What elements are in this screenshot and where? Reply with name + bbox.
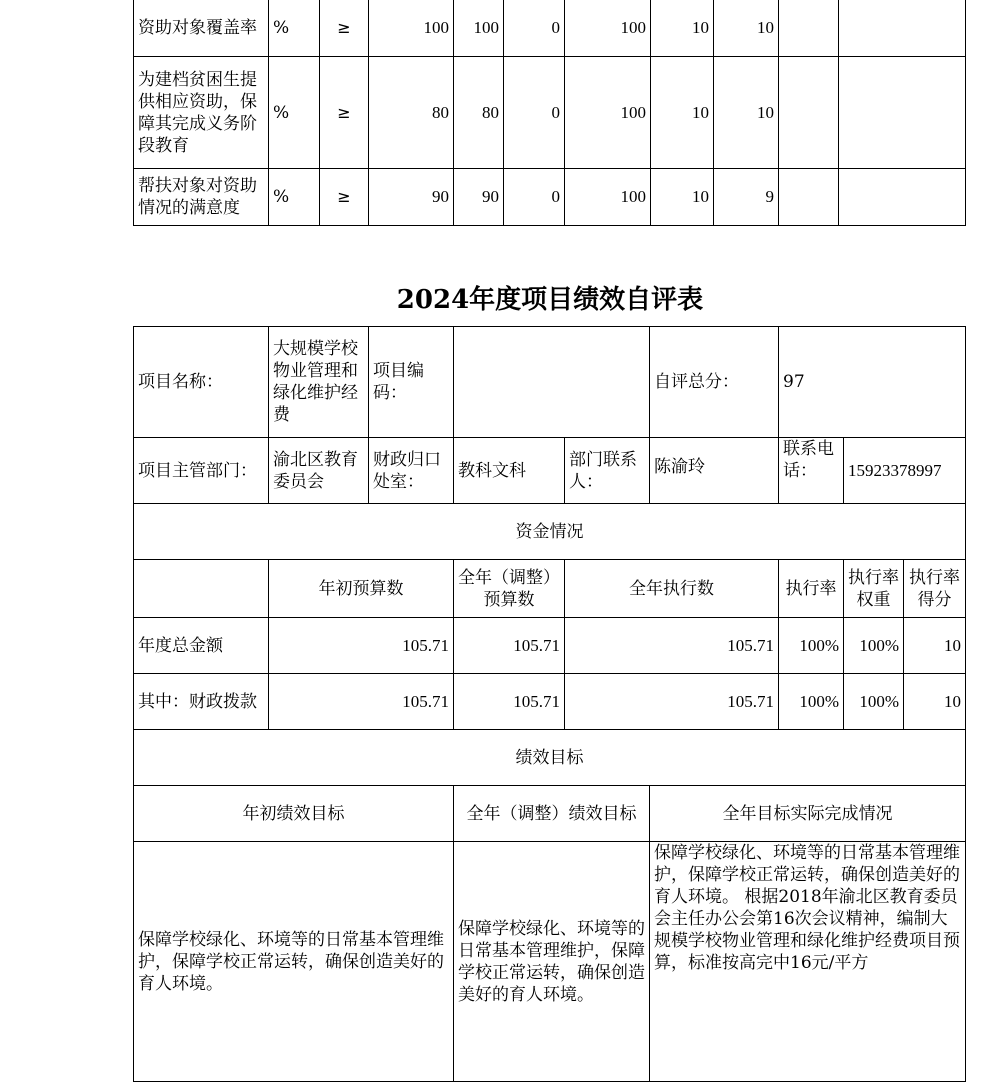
empty-cell <box>779 169 839 226</box>
table-row <box>134 674 966 730</box>
table-row <box>134 0 966 57</box>
funds-header-initial: 年初预算数 <box>269 560 454 618</box>
indicator-actual: 80 <box>454 57 504 169</box>
indicator-completion: 100 <box>565 0 651 57</box>
funds-score: 10 <box>904 674 966 730</box>
project-code-label: 项目编码： <box>369 327 454 438</box>
empty-cell <box>779 0 839 57</box>
goals-initial-text: 保障学校绿化、环境等的日常基本管理维护，保障学校正常运转，确保创造美好的育人环境。 <box>134 842 454 1082</box>
indicator-actual: 90 <box>454 169 504 226</box>
empty-cell <box>134 560 269 618</box>
indicator-name: 为建档贫困生提供相应资助，保障其完成义务阶段教育 <box>134 57 269 169</box>
funds-header-rate: 执行率 <box>779 560 844 618</box>
project-info-row <box>134 327 966 438</box>
form-title-text: 年度项目绩效自评表 <box>469 285 704 315</box>
indicator-target: 90 <box>369 169 454 226</box>
indicator-unit: % <box>269 0 320 57</box>
goals-actual-text: 保障学校绿化、环境等的日常基本管理维护，保障学校正常运转，确保创造美好的育人环境。 根据2018年渝北区教育委员会主任办公会第16次会议精神，编制大规模学校物业管理和绿化维护经费项目预算，标准按高完中16元/平方 <box>650 842 966 1082</box>
indicator-score: 10 <box>714 0 779 57</box>
goals-content-row <box>134 842 966 1082</box>
table-row <box>134 618 966 674</box>
dept-label: 项目主管部门： <box>134 438 269 504</box>
funds-section-row <box>134 504 966 560</box>
funds-header-executed: 全年执行数 <box>565 560 779 618</box>
funds-header-weight: 执行率权重 <box>844 560 904 618</box>
finance-label: 财政归口处室： <box>369 438 454 504</box>
indicator-operator: ≥ <box>320 57 369 169</box>
project-dept-row <box>134 438 966 504</box>
goals-section-row <box>134 730 966 786</box>
indicator-target: 100 <box>369 0 454 57</box>
contact-label: 部门联系人： <box>565 438 650 504</box>
goals-header-row <box>134 786 966 842</box>
dept-value: 渝北区教育委员会 <box>269 438 369 504</box>
project-code-value <box>454 327 650 438</box>
table-row <box>134 169 966 226</box>
funds-initial: 105.71 <box>269 674 454 730</box>
indicator-deviation: 0 <box>504 169 565 226</box>
form-title-year: 2024 <box>396 285 470 315</box>
funds-row-label: 其中：财政拨款 <box>134 674 269 730</box>
goals-header-adjusted: 全年（调整）绩效目标 <box>454 786 650 842</box>
empty-cell <box>839 0 966 57</box>
funds-weight: 100% <box>844 618 904 674</box>
indicator-weight: 10 <box>651 0 714 57</box>
funds-adjusted: 105.71 <box>454 618 565 674</box>
indicator-actual: 100 <box>454 0 504 57</box>
funds-rate: 100% <box>779 618 844 674</box>
finance-value: 教科文科 <box>454 438 565 504</box>
indicator-deviation: 0 <box>504 57 565 169</box>
funds-initial: 105.71 <box>269 618 454 674</box>
indicator-name: 资助对象覆盖率 <box>134 0 269 57</box>
goals-adjusted-text: 保障学校绿化、环境等的日常基本管理维护，保障学校正常运转，确保创造美好的育人环境。 <box>454 842 650 1082</box>
indicator-weight: 10 <box>651 169 714 226</box>
funds-adjusted: 105.71 <box>454 674 565 730</box>
funds-section-title: 资金情况 <box>134 504 966 560</box>
indicator-score: 10 <box>714 57 779 169</box>
indicator-deviation: 0 <box>504 0 565 57</box>
indicator-score: 9 <box>714 169 779 226</box>
contact-value: 陈渝玲 <box>650 438 779 504</box>
project-name-label: 项目名称： <box>134 327 269 438</box>
empty-cell <box>839 169 966 226</box>
indicator-completion: 100 <box>565 57 651 169</box>
goals-section-title: 绩效目标 <box>134 730 966 786</box>
indicator-weight: 10 <box>651 57 714 169</box>
indicator-unit: % <box>269 169 320 226</box>
indicator-operator: ≥ <box>320 169 369 226</box>
funds-row-label: 年度总金额 <box>134 618 269 674</box>
funds-executed: 105.71 <box>565 618 779 674</box>
project-name-value: 大规模学校物业管理和绿化维护经费 <box>269 327 369 438</box>
empty-cell <box>779 57 839 169</box>
funds-header-score: 执行率得分 <box>904 560 966 618</box>
indicator-target: 80 <box>369 57 454 169</box>
funds-executed: 105.71 <box>565 674 779 730</box>
self-score-value: 97 <box>779 327 966 438</box>
funds-header-adjusted: 全年（调整）预算数 <box>454 560 565 618</box>
funds-score: 10 <box>904 618 966 674</box>
funds-weight: 100% <box>844 674 904 730</box>
funds-rate: 100% <box>779 674 844 730</box>
indicator-unit: % <box>269 57 320 169</box>
phone-value: 15923378997 <box>844 438 966 504</box>
indicator-name: 帮扶对象对资助情况的满意度 <box>134 169 269 226</box>
self-evaluation-table <box>133 326 966 1082</box>
form-title <box>0 279 1000 320</box>
funds-header-row <box>134 560 966 618</box>
table-row <box>134 57 966 169</box>
indicator-completion: 100 <box>565 169 651 226</box>
indicator-operator: ≥ <box>320 0 369 57</box>
indicator-table <box>133 0 966 226</box>
goals-header-actual: 全年目标实际完成情况 <box>650 786 966 842</box>
goals-header-initial: 年初绩效目标 <box>134 786 454 842</box>
empty-cell <box>839 57 966 169</box>
self-score-label: 自评总分： <box>650 327 779 438</box>
phone-label: 联系电话： <box>779 438 844 504</box>
